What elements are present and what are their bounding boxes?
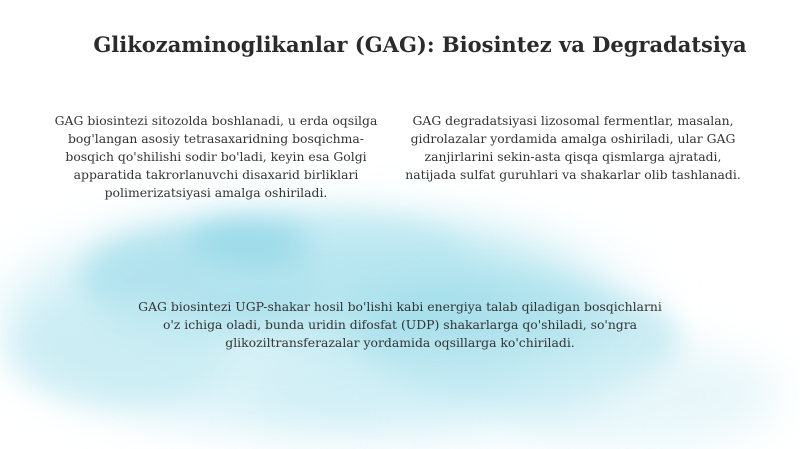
slide-title: Glikozaminoglikanlar (GAG): Biosintez va Degradatsiya — [93, 32, 747, 57]
paragraph-biosynthesis: GAG biosintezi sitozolda boshlanadi, u erda oqsilga bog'langan asosiy tetrasaxaridning bosqichma-bosqich qo'shilishi sodir bo'ladi, keyin esa Golgi apparatida takrorlanuvchi disaxarid birliklari polimerizatsiyasi amalga oshiriladi. — [54, 113, 378, 200]
paragraph-degradation: GAG degradatsiyasi lizosomal fermentlar, masalan, gidrolazalar yordamida amalga oshiriladi, ular GAG zanjirlarini sekin-asta qisqa qismlarga ajratadi, natijada sulfat guruhlari va shakarlar olib tashlanadi. — [405, 113, 741, 182]
paragraph-energy-steps: GAG biosintezi UGP-shakar hosil bo'lishi kabi energiya talab qiladigan bosqichlarni o'z ichiga oladi, bunda uridin difosfat (UDP) shakarlarga qo'shiladi, so'ngra glikoziltransferazalar yordamida oqsillarga ko'chiriladi. — [138, 299, 662, 350]
